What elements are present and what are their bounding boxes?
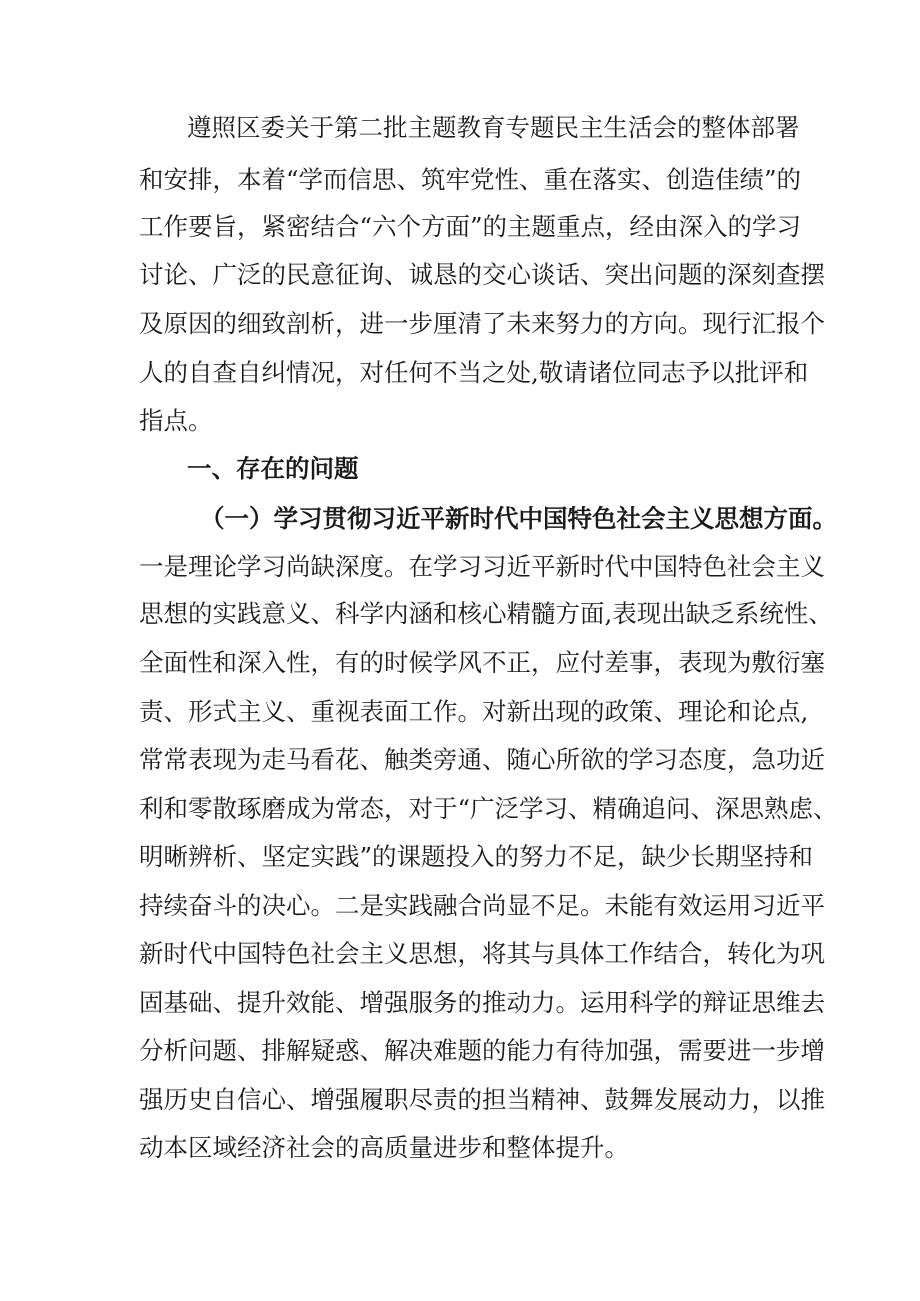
body-line-5: 常常表现为走马看花、触类旁通、随心所欲的学习态度，急功近 [139,745,825,774]
intro-line-4: 讨论、广泛的民意征询、诚恳的交心谈话、突出问题的深刻查摆 [139,260,825,289]
body-line-10: 固基础、提升效能、增强服务的推动力。运用科学的辩证思维去 [139,988,825,1017]
body-line-9: 新时代中国特色社会主义思想，将其与具体工作结合，转化为巩 [139,939,825,968]
body-line-11: 分析问题、排解疑惑、解决难题的能力有待加强，需要进一步增 [139,1036,825,1065]
body-line-8: 持续奋斗的决心。二是实践融合尚显不足。未能有效运用习近平 [139,891,825,920]
body-line-1: 一是理论学习尚缺深度。在学习习近平新时代中国特色社会主义 [139,552,825,581]
section-heading: 一、存在的问题 [187,454,359,483]
body-line-6: 利和零散琢磨成为常态，对于“广泛学习、精确追问、深思熟虑、 [139,794,838,823]
body-line-7: 明晰辨析、坚定实践”的课题投入的努力不足，缺少长期坚持和 [139,842,814,871]
body-line-3: 全面性和深入性，有的时候学风不正，应付差事，表现为敷衍塞 [139,648,825,677]
subsection-heading: （一）学习贯彻习近平新时代中国特色社会主义思想方面。 [200,504,837,533]
intro-line-5: 及原因的细致剖析，进一步厘清了未来努力的方向。现行汇报个 [139,309,825,338]
intro-line-1: 遵照区委关于第二批主题教育专题民主生活会的整体部署 [187,113,800,142]
body-line-4: 责、形式主义、重视表面工作。对新出现的政策、理论和论点, [139,697,809,726]
body-line-12: 强历史自信心、增强履职尽责的担当精神、鼓舞发展动力，以推 [139,1085,825,1114]
intro-line-6: 人的自查自纠情况，对任何不当之处,敬请诸位同志予以批评和 [139,358,809,387]
body-line-13: 动本区域经济社会的高质量进步和整体提升。 [139,1133,629,1162]
intro-line-2: 和安排，本着“学而信思、筑牢党性、重在落实、创造佳绩”的 [139,165,802,194]
body-line-2: 思想的实践意义、科学内涵和核心精髓方面,表现出缺乏系统性、 [139,599,833,628]
intro-line-7: 指点。 [139,406,213,435]
intro-line-3: 工作要旨，紧密结合“六个方面”的主题重点，经由深入的学习 [139,212,802,241]
